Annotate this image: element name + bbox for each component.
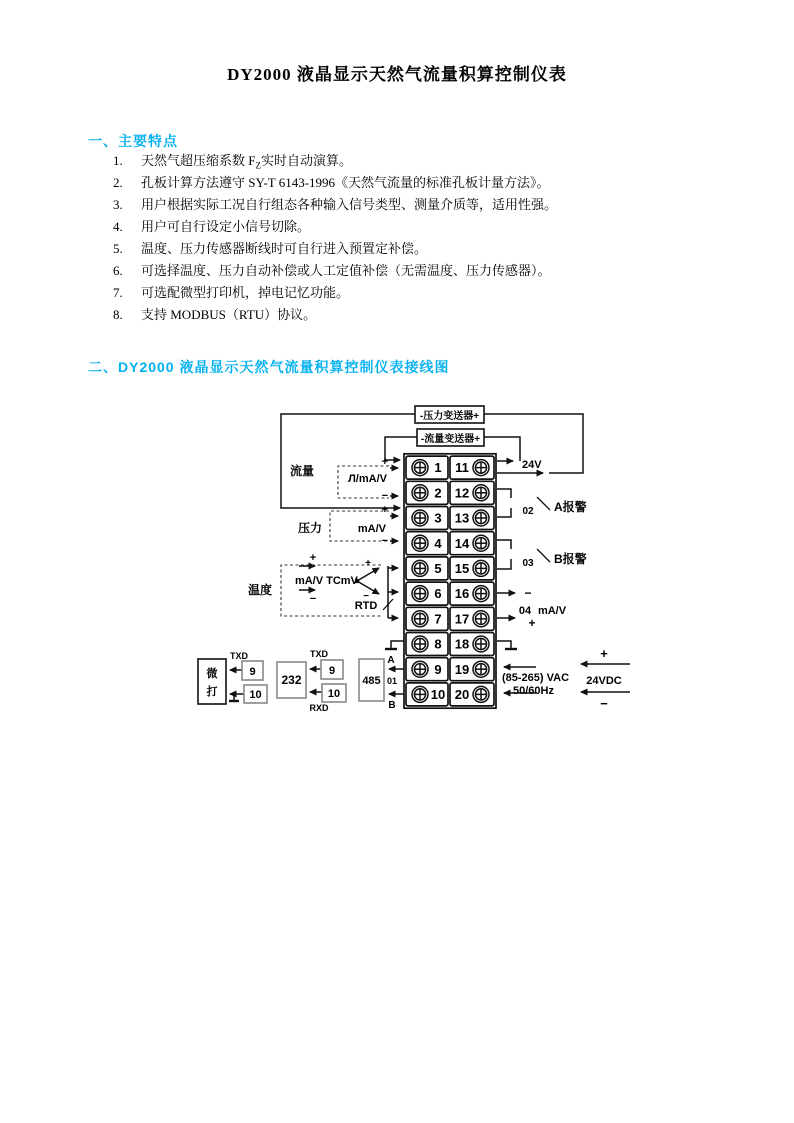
feature-number: 2. <box>113 175 123 190</box>
terminal-10-label: 10 <box>327 688 341 700</box>
alarm-a-label: A报警 <box>554 500 587 514</box>
terminal-screw-icon <box>412 686 428 702</box>
terminal-screw-icon <box>473 586 489 602</box>
printer-label: 微 <box>206 668 218 680</box>
feature-item <box>113 238 693 260</box>
terminal-number: 9 <box>434 661 442 677</box>
terminal-number: 18 <box>454 636 470 652</box>
output-signal-label: mA/V <box>537 605 567 617</box>
wire <box>497 508 511 517</box>
minus-sign: − <box>381 535 388 547</box>
feature-text: 用户可自行设定小信号切除。 <box>141 219 311 234</box>
temp-rtd-label: RTD <box>354 600 378 612</box>
terminal-screw-icon <box>473 686 489 702</box>
minus-sign: − <box>524 586 532 600</box>
alarm-b-label: B报警 <box>554 552 587 566</box>
section1-heading: 一、主要特点 <box>88 133 178 149</box>
wire <box>537 497 550 510</box>
feature-item <box>113 282 693 304</box>
terminal-number: 5 <box>434 561 442 576</box>
feature-number: 1. <box>113 153 123 168</box>
terminal-screw-icon <box>412 586 428 602</box>
wire <box>497 559 511 569</box>
terminal-screw-icon <box>473 560 489 576</box>
plus-sign: + <box>309 552 317 564</box>
rs485-address-label: 01 <box>386 676 398 686</box>
feature-text: 温度、压力传感器断线时可自行进入预置定补偿。 <box>141 241 428 256</box>
terminal-screw-icon <box>412 485 428 501</box>
terminal-10-label: 10 <box>249 689 262 701</box>
temp-ma-label: mA/V <box>294 575 324 587</box>
rs485-b-label: B <box>388 700 396 711</box>
terminal-screw-icon <box>473 535 489 551</box>
rs485-label: 485 <box>362 675 381 687</box>
feature-item <box>113 304 693 326</box>
wire <box>497 489 511 498</box>
pressure-signal-label: mA/V <box>357 523 386 535</box>
supply-24v-label: 24V <box>522 459 542 471</box>
wire <box>537 549 550 562</box>
printer-label: 打 <box>206 686 218 698</box>
wire <box>497 540 511 549</box>
feature-item <box>113 194 693 216</box>
terminal-number: 16 <box>454 586 470 602</box>
output-code: 04 <box>518 605 532 617</box>
feature-item <box>113 260 693 282</box>
terminal-number: 3 <box>434 510 442 526</box>
minus-sign: − <box>363 591 369 602</box>
terminal-screw-icon <box>412 510 428 526</box>
rxd-label: RXD <box>309 703 329 713</box>
terminal-screw-icon <box>473 460 489 476</box>
wiring-diagram <box>185 395 655 725</box>
vdc-label: 24VDC <box>586 675 622 687</box>
terminal-number: 7 <box>434 611 442 627</box>
plus-sign: + <box>528 616 536 630</box>
feature-item <box>113 150 693 172</box>
flow-signal-label: Л/mA/V <box>348 473 387 485</box>
terminal-screw-icon <box>412 661 428 677</box>
vac-label: (85-265) VAC <box>502 672 570 684</box>
feature-text: 孔板计算方法遵守 SY-T 6143-1996《天然气流量的标准孔板计量方法》。 <box>141 175 550 190</box>
feature-item <box>113 216 693 238</box>
feature-text: 可选配微型打印机，掉电记忆功能。 <box>141 285 350 300</box>
terminal-number: 14 <box>454 535 470 551</box>
rs485-a-label: A <box>387 655 395 666</box>
terminal-screw-icon <box>412 560 428 576</box>
feature-list <box>113 150 693 326</box>
alarm-b-code: 03 <box>522 558 534 569</box>
terminal-number: 6 <box>434 586 442 602</box>
terminal-number: 19 <box>454 661 470 677</box>
page-title: DY2000 液晶显示天然气流量积算控制仪表 <box>227 65 567 84</box>
flow-input-label: 流量 <box>289 464 315 478</box>
flow-transmitter-label: -流量变送器+ <box>420 434 481 445</box>
rs232-label: 232 <box>281 673 302 687</box>
wire <box>281 414 415 508</box>
feature-text: 用户根据实际工况自行组态各种输入信号类型、测量介质等，适用性强。 <box>141 197 558 212</box>
feature-item <box>113 172 693 194</box>
feature-number: 3. <box>113 197 123 212</box>
feature-number: 5. <box>113 241 123 256</box>
terminal-screw-icon <box>412 535 428 551</box>
terminal-screw-icon <box>473 611 489 627</box>
terminal-number: 13 <box>454 510 470 526</box>
plus-sign: + <box>381 456 388 468</box>
feature-text: 支持 MODBUS（RTU）协议。 <box>141 307 317 322</box>
terminal-screw-icon <box>473 636 489 652</box>
alarm-a-code: 02 <box>522 506 534 517</box>
terminal-number: 2 <box>434 485 442 501</box>
temp-tc-label: TCmV <box>326 575 358 587</box>
terminal-screw-icon <box>412 460 428 476</box>
terminal-number: 15 <box>454 561 470 576</box>
terminal-number: 10 <box>430 687 446 702</box>
minus-sign: − <box>381 490 388 502</box>
terminal-number: 8 <box>434 636 442 652</box>
feature-number: 8. <box>113 307 123 322</box>
feature-number: 7. <box>113 285 123 300</box>
terminal-screw-icon <box>412 611 428 627</box>
section2-heading: 二、DY2000 液晶显示天然气流量积算控制仪表接线图 <box>88 359 450 375</box>
pressure-transmitter-label: -压力变送器+ <box>419 411 480 422</box>
minus-sign: − <box>600 696 608 711</box>
terminal-number: 11 <box>455 460 469 476</box>
txd-label: TXD <box>230 651 248 661</box>
terminal-9-label: 9 <box>328 665 336 677</box>
feature-text: 可选择温度、压力自动补偿或人工定值补偿（无需温度、压力传感器）。 <box>141 263 551 278</box>
pressure-input-label: 压力 <box>297 521 323 535</box>
plus-sign: + <box>381 504 388 516</box>
terminal-number: 20 <box>454 687 470 702</box>
plus-sign: + <box>600 646 608 661</box>
minus-sign: − <box>309 593 317 605</box>
txd-label: TXD <box>310 649 328 659</box>
feature-text: 天然气超压缩系数 $F_Z$实时自动演算。 <box>141 153 352 171</box>
terminal-screw-icon <box>473 661 489 677</box>
wire <box>357 568 379 581</box>
terminal-9-label: 9 <box>249 666 256 678</box>
terminal-number: 12 <box>454 485 470 501</box>
terminal-number: 1 <box>434 460 442 476</box>
terminal-screw-icon <box>412 636 428 652</box>
temp-input-label: 温度 <box>247 583 273 597</box>
hz-label: 50/60Hz <box>513 685 554 697</box>
plus-sign: + <box>365 558 371 569</box>
terminal-screw-icon <box>473 485 489 501</box>
terminal-screw-icon <box>473 510 489 526</box>
terminal-number: 4 <box>434 535 442 551</box>
feature-number: 4. <box>113 219 123 234</box>
terminal-number: 17 <box>454 611 470 627</box>
feature-number: 6. <box>113 263 123 278</box>
